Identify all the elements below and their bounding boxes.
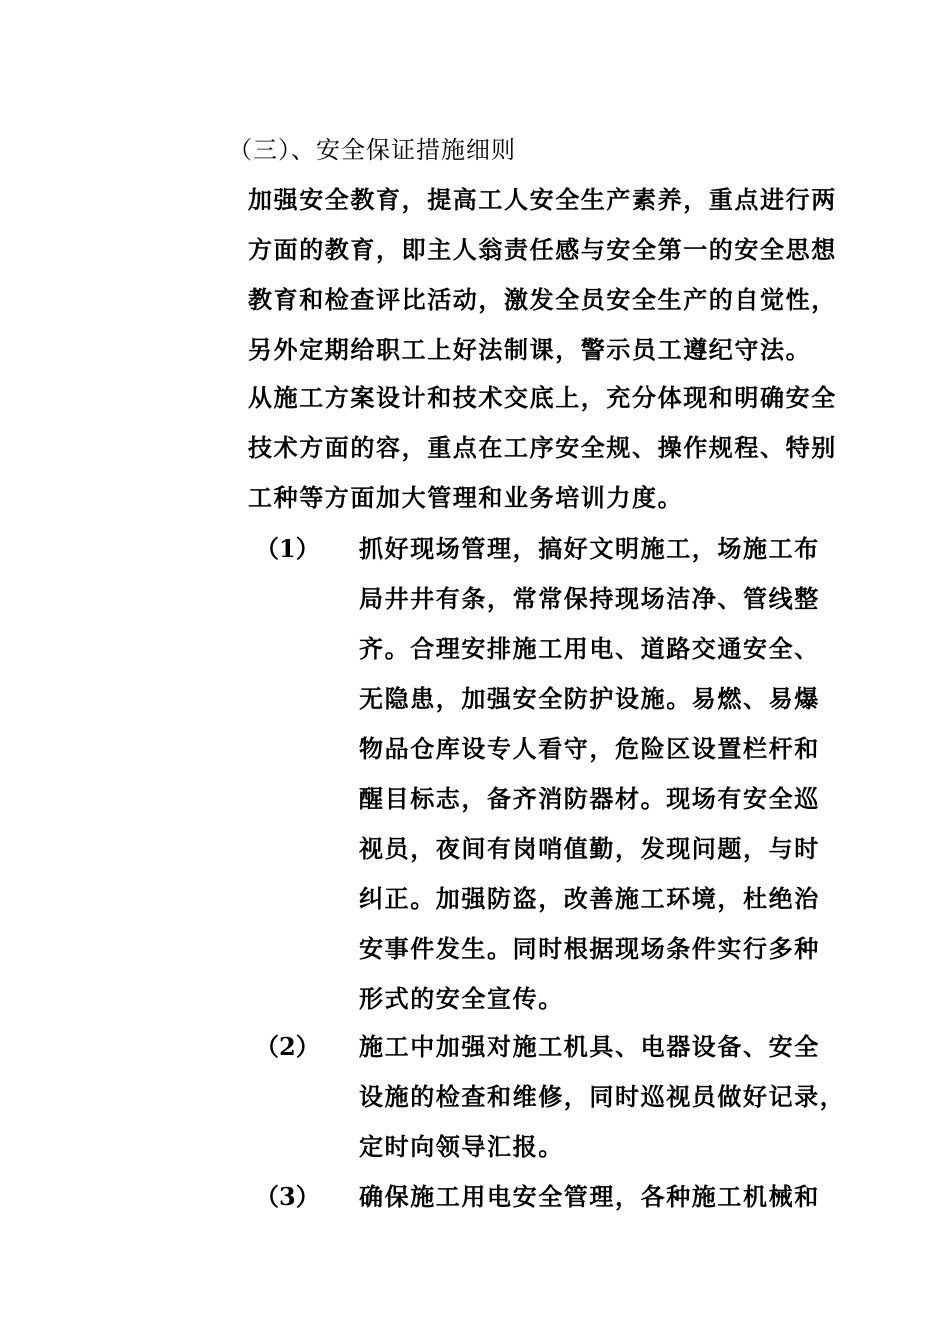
- list-item-number: （2）: [255, 1032, 320, 1061]
- list-item-line: 醒目标志，备齐消防器材。现场有安全巡: [359, 784, 820, 813]
- list-item-line: 设施的检查和维修，同时巡视员做好记录，: [359, 1082, 846, 1111]
- list-item-line: 定时向领导汇报。: [359, 1132, 564, 1161]
- list-item-number: （1）: [255, 534, 320, 563]
- list-item-body: [359, 1180, 849, 1230]
- list-item-body: [359, 1030, 849, 1180]
- paragraph-line: 从施工方案设计和技术交底上，充分体现和明确安全: [248, 383, 837, 412]
- list-item-line: 纠正。加强防盗，改善施工环境，杜绝治: [359, 884, 820, 913]
- paragraph-line: 教育和检查评比活动，激发全员安全生产的自觉性，: [248, 285, 837, 314]
- list-item-line: 局井井有条，常常保持现场洁净、管线整: [359, 584, 820, 613]
- list-item-line: 确保施工用电安全管理，各种施工机械和: [359, 1182, 820, 1211]
- list-item-line: 无隐患，加强安全防护设施。易燃、易爆: [359, 684, 820, 713]
- paragraph-line: 另外定期给职工上好法制课，警示员工遵纪守法。: [248, 335, 812, 364]
- list-item-line: 安事件发生。同时根据现场条件实行多种: [359, 934, 820, 963]
- list-item-number: （3）: [255, 1182, 320, 1211]
- list-item-line: 齐。合理安排施工用电、道路交通安全、: [359, 634, 820, 663]
- paragraph-line: 加强安全教育，提高工人安全生产素养，重点进行两: [248, 185, 837, 214]
- list-item-body: [359, 532, 849, 1032]
- list-item-line: 形式的安全宣传。: [359, 984, 564, 1013]
- paragraph-line: 技术方面的容，重点在工序安全规、操作规程、特别: [248, 433, 837, 462]
- paragraph-technical-briefing: [248, 381, 848, 531]
- paragraph-line: 方面的教育，即主人翁责任感与安全第一的安全思想: [248, 235, 837, 264]
- list-item-line: 施工中加强对施工机具、电器设备、安全: [359, 1032, 820, 1061]
- list-item-line: 视员，夜间有岗哨值勤，发现问题，与时: [359, 834, 820, 863]
- list-item-line: 抓好现场管理，搞好文明施工，场施工布: [359, 534, 820, 563]
- paragraph-line: 工种等方面加大管理和业务培训力度。: [248, 483, 684, 512]
- section-heading: （三）、安全保证措施细则: [228, 136, 516, 164]
- list-item-line: 物品仓库设专人看守，危险区设置栏杆和: [359, 734, 820, 763]
- paragraph-safety-education: [248, 183, 848, 383]
